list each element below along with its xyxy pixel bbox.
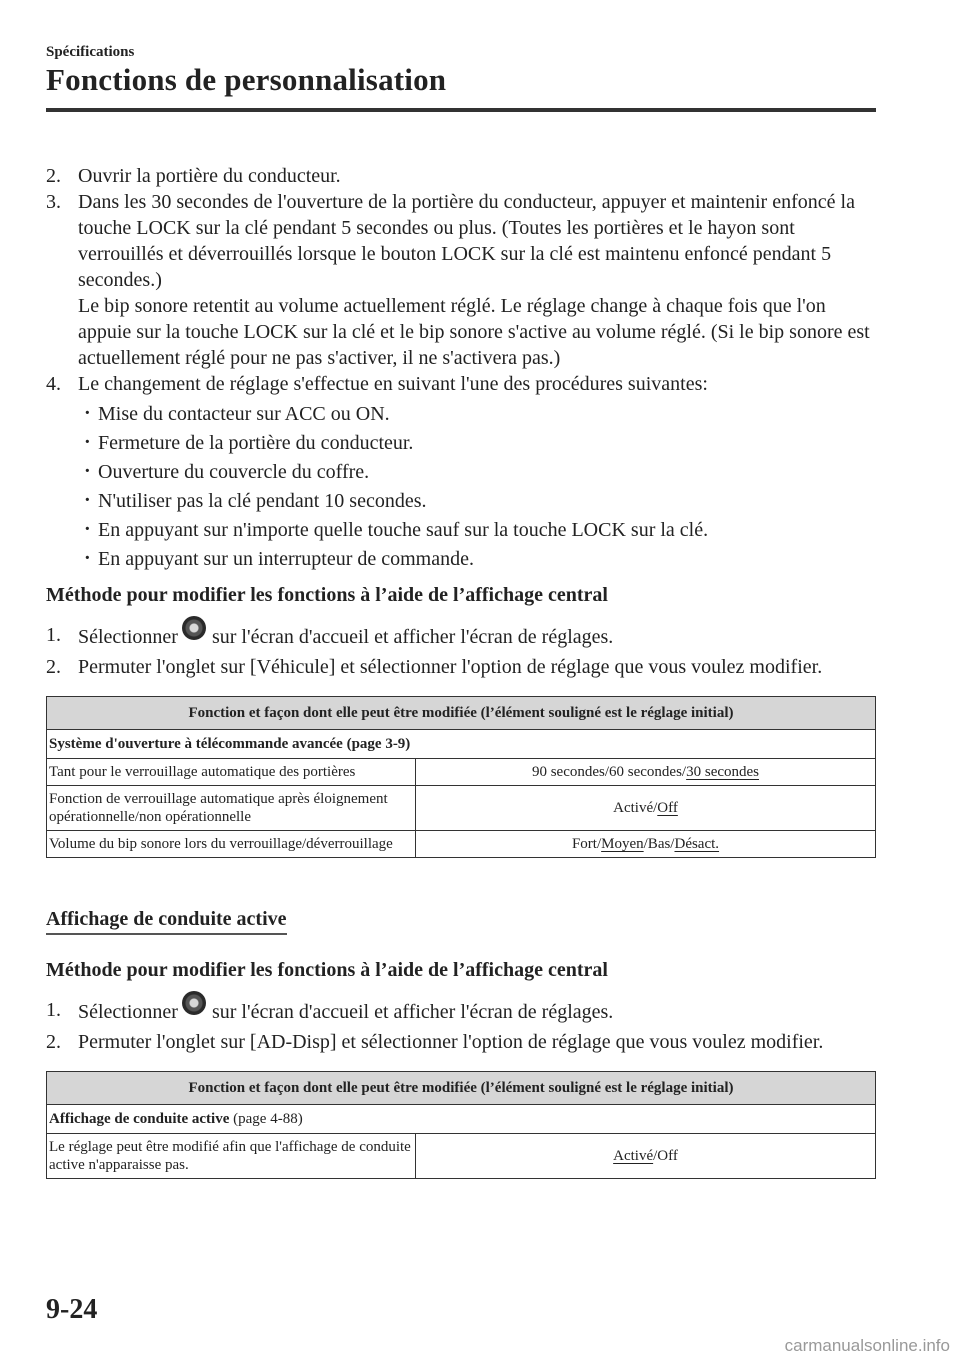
setting-label: Le réglage peut être modifié afin que l'affichage de conduite active n'apparaisse pas.: [47, 1134, 416, 1179]
step-text: Le changement de réglage s'effectue en suivant l'une des procédures suivantes:: [78, 373, 708, 395]
step-text: Dans les 30 secondes de l'ouverture de la portière du conducteur, appuyer et maintenir enfoncé la touche LOCK sur la clé pendant 5 secondes ou plus. (Toutes les portières et le hayon sont verrouillés et déverrouillés lorsque le bouton LOCK sur la clé est maintenu enfoncé pendant 5 secondes.): [78, 191, 855, 291]
list-item: · En appuyant sur un interrupteur de commande.: [82, 548, 880, 570]
watermark: carmanualsonline.info: [784, 1336, 950, 1355]
settings-gear-icon: [182, 616, 206, 640]
page-number: 9-24: [46, 1294, 98, 1325]
step-note: Le bip sonore retentit au volume actuellement réglé. Le réglage change à chaque fois que l'on appuie sur la touche LOCK sur la clé et le bip sonore s'active au volume réglé. (Si le bip sonore est actuellement réglé pour ne pas s'activer, il ne s'activera pas.): [78, 295, 870, 369]
default-option: Activé: [613, 1148, 654, 1164]
setting-label: Volume du bip sonore lors du verrouillage/déverrouillage: [47, 831, 416, 858]
step-number: 1.: [46, 999, 61, 1021]
method-step-1: [46, 997, 880, 1025]
method-step-1: [46, 622, 880, 650]
step-number: 2.: [46, 165, 61, 187]
method-step-2: [46, 1029, 880, 1055]
list-item: · Fermeture de la portière du conducteur.: [82, 432, 880, 454]
option-text: Activé/: [613, 800, 658, 816]
list-item: · N'utiliser pas la clé pendant 10 secondes.: [82, 490, 880, 512]
step-number: 2.: [46, 1031, 61, 1053]
step-number: 4.: [46, 373, 61, 395]
method-step-2: [46, 654, 880, 680]
table-row: [47, 759, 876, 786]
settings-gear-icon: [182, 991, 206, 1015]
step-text: Permuter l'onglet sur [AD-Disp] et sélectionner l'option de réglage que vous voulez modifier.: [78, 1031, 824, 1053]
setting-options: [416, 786, 876, 831]
table-row: [47, 831, 876, 858]
setting-label: Fonction de verrouillage automatique après éloignement opérationnelle/non opérationnelle: [47, 786, 416, 831]
setting-options: [416, 1134, 876, 1179]
step-text: Permuter l'onglet sur [Véhicule] et sélectionner l'option de réglage que vous voulez modifier.: [78, 656, 823, 678]
option-text: Désact.: [674, 836, 720, 852]
page-title: Fonctions de personnalisation: [46, 62, 447, 97]
page-reference: (page 4-88): [229, 1111, 303, 1127]
setting-label: Tant pour le verrouillage automatique des portières: [47, 759, 416, 786]
option-text: /Bas/: [643, 836, 675, 852]
table-category: Système d'ouverture à télécommande avancée (page 3-9): [47, 730, 876, 759]
table-category: [47, 1105, 876, 1134]
step-text: sur l'écran d'accueil et afficher l'écran de réglages.: [211, 626, 614, 648]
step-4: [46, 371, 880, 397]
list-item: · Ouverture du couvercle du coffre.: [82, 461, 880, 483]
method-heading: Méthode pour modifier les fonctions à l’aide de l’affichage central: [46, 584, 608, 606]
step-text: Ouvrir la portière du conducteur.: [78, 165, 341, 187]
option-text: /Off: [653, 1148, 678, 1164]
setting-options: [416, 831, 876, 858]
option-text: Fort/: [571, 836, 602, 852]
table-row: [47, 786, 876, 831]
default-option: 30 secondes: [686, 764, 760, 780]
section-heading: Affichage de conduite active: [46, 906, 287, 935]
category-title: Affichage de conduite active: [49, 1111, 230, 1127]
setting-options: [416, 759, 876, 786]
default-option: Moyen: [601, 836, 644, 852]
table-header: Fonction et façon dont elle peut être modifiée (l’élément souligné est le réglage initial): [47, 1072, 876, 1105]
step-2: [46, 163, 880, 189]
table-header: Fonction et façon dont elle peut être modifiée (l’élément souligné est le réglage initial): [47, 697, 876, 730]
step-3: [46, 189, 880, 371]
list-item: · Mise du contacteur sur ACC ou ON.: [82, 403, 880, 425]
step-text: Sélectionner: [78, 626, 178, 648]
method-heading: Méthode pour modifier les fonctions à l’aide de l’affichage central: [46, 959, 608, 981]
step-number: 1.: [46, 624, 61, 646]
step-number: 2.: [46, 656, 61, 678]
table-row: [47, 1134, 876, 1179]
page-content: [46, 163, 880, 1179]
settings-table: [46, 1071, 876, 1179]
list-item: · En appuyant sur n'importe quelle touche sauf sur la touche LOCK sur la clé.: [82, 519, 880, 541]
section-label: Spécifications: [46, 44, 135, 60]
step-number: 3.: [46, 191, 61, 213]
step-text: sur l'écran d'accueil et afficher l'écran de réglages.: [211, 1001, 614, 1023]
step-text: Sélectionner: [78, 1001, 178, 1023]
header-divider: [46, 108, 876, 112]
default-option: Off: [657, 800, 678, 816]
option-text: 90 secondes/60 secondes/: [531, 764, 687, 780]
bullet-list: [46, 403, 880, 570]
settings-table: [46, 696, 876, 858]
